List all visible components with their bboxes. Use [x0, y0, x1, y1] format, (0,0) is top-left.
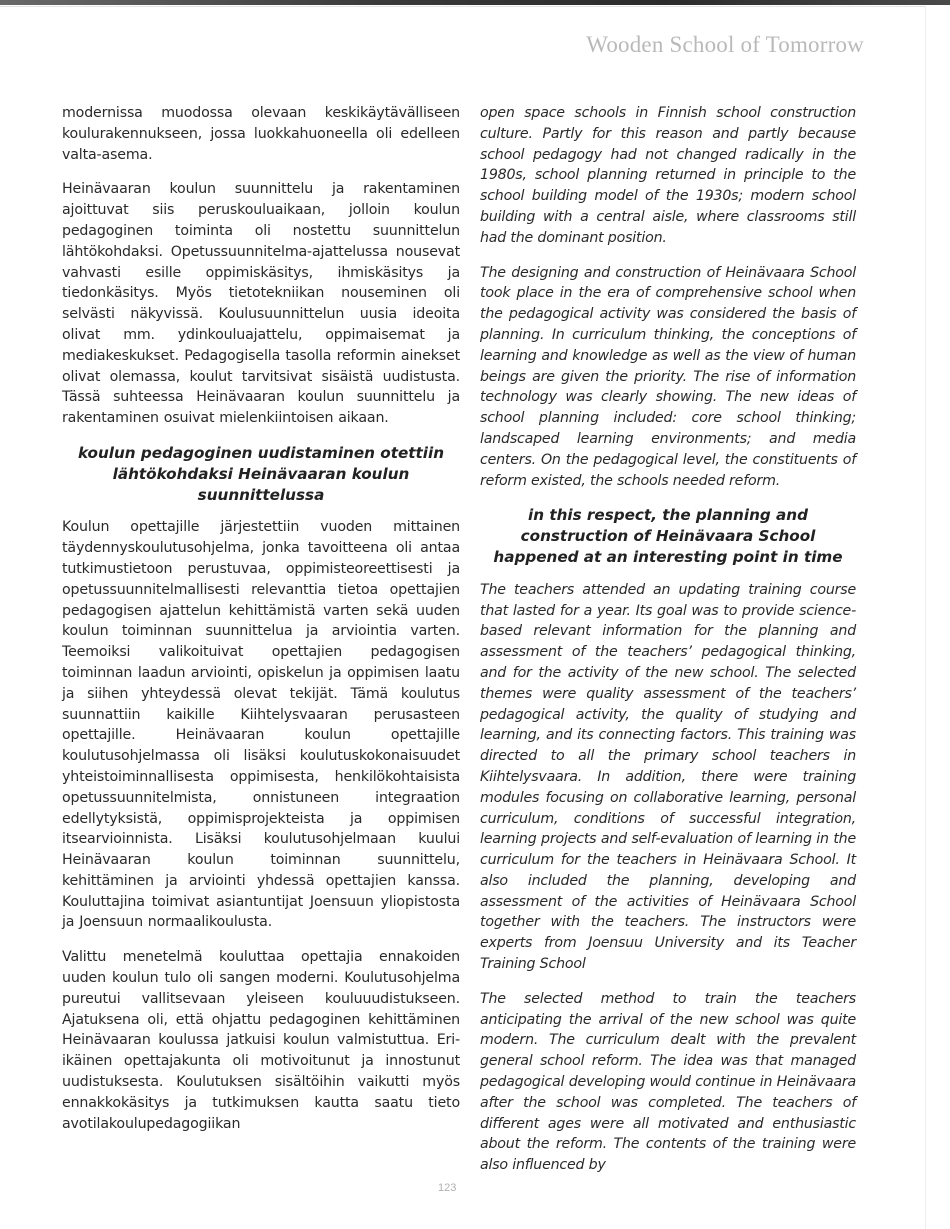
page-border-top — [0, 6, 925, 7]
paragraph: Koulun opettajille järjestettiin vuoden mittainen täydennyskoulutusohjelma, jonka tavoitteena oli antaa tutkimustietoon perustuvaa, oppimisteoreettisesti ja opetussuunnitelmallisesti relevanttia tietoa opettajien pedagogisen ajattelun kehittämistä varten sekä uuden koulun toiminnan suunnittelua ja arviointia varten. Teemoiksi valikoituivat opettajien pedagogisen toiminnan laadun arviointi, opiskelun ja oppimisen laatu ja siihen yhteydessä olevat tekijät. Tämä koulutus suunnattiin kaikille Kiihtelysvaaran perusasteen opettajille. Heinävaaran koulun opettajille koulutusohjelmassa oli lisäksi koulutuskokonaisuudet yhteistoiminnallisesta oppimisesta, henkilökohtaisista opetussuunnitelmista, onnistuneen integraation edellytyksistä, oppimisprojekteista ja oppimisen itsearvioinnista. Lisäksi koulutusohjelmaan kuului Heinävaaran koulun toiminnan suunnittelu, kehittäminen ja arviointi yhdessä opettajien kanssa. Kouluttajina toimivat asiantuntijat Joensuun yliopistosta ja Joensuun normaalikoulusta. — [62, 519, 460, 931]
section-heading: koulun pedagoginen uudistaminen otettiin lähtökohdaksi Heinävaaran koulun suunnittelussa — [77, 443, 445, 504]
page-border-right — [925, 6, 926, 1229]
page-number: 123 — [438, 1182, 457, 1194]
paragraph: modernissa muodossa olevaan keskikäytävälliseen koulurakennukseen, jossa luokkahuoneella oli edelleen valta-asema. — [62, 105, 460, 163]
section-heading: in this respect, the planning and construction of Heinävaara School happened at an interesting point in time — [493, 506, 843, 566]
english-text-column — [480, 103, 856, 1190]
running-header: Wooden School of Tomorrow — [586, 32, 864, 57]
scan-edge — [0, 0, 950, 5]
paragraph: The teachers attended an updating training course that lasted for a year. Its goal was to provide science-based relevant information for the planning and assessment of the teachers’ pedagogical thinking, and for the activity of the new school. The selected themes were quality assessment of the teachers’ pedagogical activity, the quality of studying and learning, and its connecting factors. This training was directed to all the primary school teachers in Kiihtelysvaara. In addition, there were training modules focusing on collaborative learning, personal curriculum, conditions of successful integration, learning projects and self-evaluation of learning in the curriculum for the teachers in Heinävaara School. It also included the planning, developing and assessment of the activities of Heinävaara School together with the teachers. The instructors were experts from Joensuu University and its Teacher Training School — [480, 581, 856, 973]
paragraph: The selected method to train the teachers anticipating the arrival of the new school was quite modern. The curriculum dealt with the prevalent general school reform. The idea was that managed pedagogical developing would continue in Heinävaara after the school was completed. The teachers of different ages were all motivated and enthusiastic about the reform. The contents of the training were also influenced by — [480, 990, 856, 1174]
finnish-text-column — [62, 103, 460, 1148]
paragraph: Valittu menetelmä kouluttaa opettajia ennakoiden uuden koulun tulo oli sangen moderni. Koulutusohjelma pureutui vallitsevaan yleiseen kouluuudistukseen. Ajatuksena oli, että ohjattu pedagoginen kehittäminen Heinävaaran koulussa jatkuisi koulun valmistuttua. Eri-ikäinen opettajakunta oli motivoitunut ja innostunut uudistuksesta. Koulutuksen sisältöihin vaikutti myös ennakkokäsitys ja tutkimuksen kautta saatu tieto avotilakoulupedagogiikan — [62, 949, 460, 1132]
paragraph: Heinävaaran koulun suunnittelu ja rakentaminen ajoittuvat siis peruskouluaikaan, jolloin koulun pedagoginen toiminta oli nostettu suunnittelun lähtökohdaksi. Opetussuunnitelma-ajattelussa nousevat vahvasti esille oppimiskäsitys, ihmiskäsitys ja tiedonkäsitys. Myös tietotekniikan nouseminen oli selvästi näkyvissä. Koulusuunnittelun uusia ideoita olivat mm. ydinkouluajattelu, oppimaisemat ja mediakeskukset. Pedagogisella tasolla reformin ainekset olivat olemassa, koulut tarvitsivat sisäistä uudistusta. Tässä suhteessa Heinävaaran koulun suunnittelu ja rakentaminen osuivat mielenkiintoisen aikaan. — [62, 181, 460, 427]
paragraph: open space schools in Finnish school construction culture. Partly for this reason and partly because school pedagogy had not changed radically in the 1980s, school planning returned in principle to the school building model of the 1930s; modern school building with a central aisle, where classrooms still had the dominant position. — [480, 105, 856, 246]
paragraph: The designing and construction of Heinävaara School took place in the era of comprehensive school when the pedagogical activity was considered the basis of planning. In curriculum thinking, the conceptions of learning and knowledge as well as the view of human beings are given the priority. The rise of information technology was clearly showing. The new ideas of school planning included: core school thinking; landscaped learning environments; and media centers. On the pedagogical level, the constituents of reform existed, the schools needed reform. — [480, 264, 856, 489]
